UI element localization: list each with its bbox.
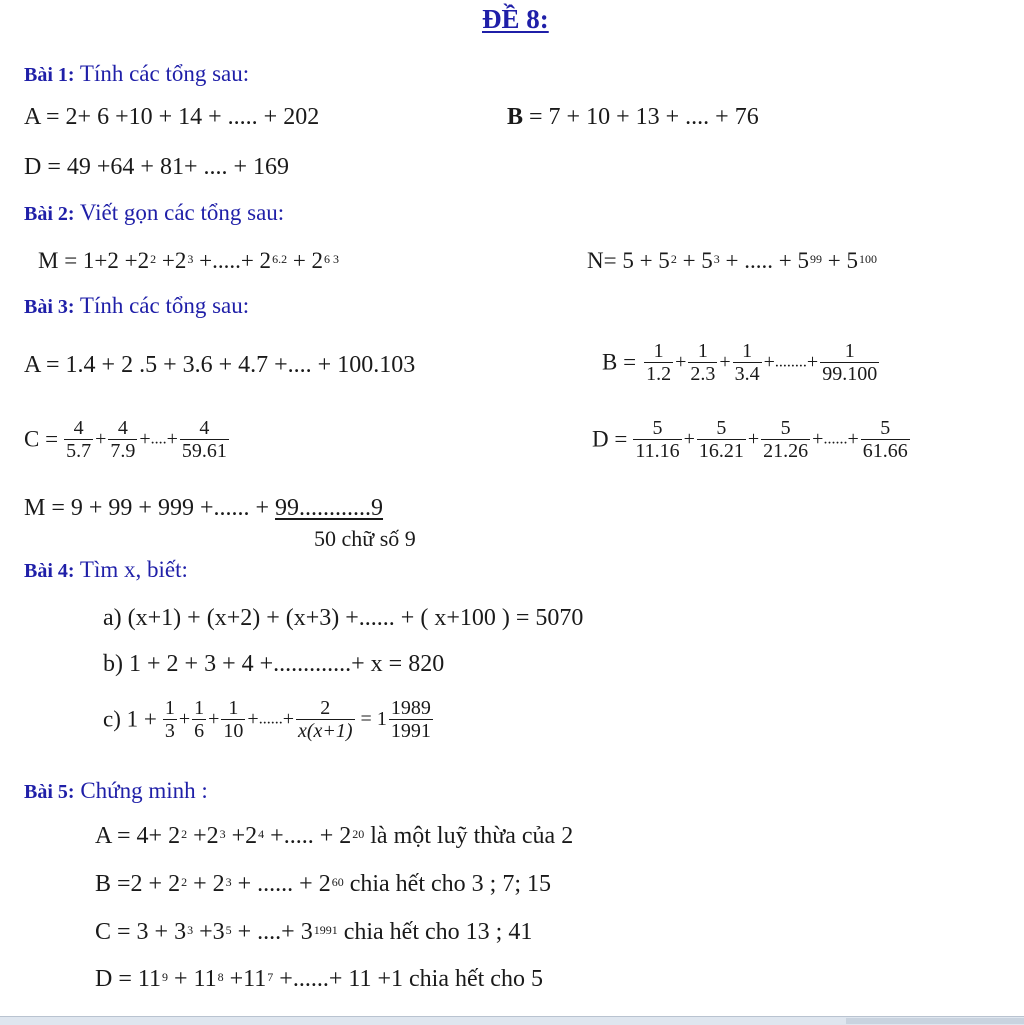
math-text-fragment: + ...... + 2 <box>231 871 331 897</box>
math-text-fragment: B =2 + 2 <box>95 871 181 897</box>
fraction <box>64 417 93 462</box>
exam-title: ĐỀ 8: <box>482 4 549 34</box>
math-text-fragment: +2 <box>156 248 187 273</box>
math-text-fragment: ...... <box>823 430 848 448</box>
bai1-heading <box>24 60 249 89</box>
bai2-heading <box>24 199 284 228</box>
fraction <box>861 417 910 462</box>
math-text-fragment: 1 <box>697 340 708 362</box>
math-operator: + <box>208 708 220 730</box>
bai4-item-a: a) (x+1) + (x+2) + (x+3) +...... + ( x+100 ) = 5070 <box>103 605 584 631</box>
bai1-b-label: B <box>507 104 524 130</box>
math-text-fragment: chia hết cho 13 ; 41 <box>337 919 533 945</box>
bai4-text: Tìm x, biết: <box>79 557 188 582</box>
bai3-expr-d <box>592 417 912 462</box>
math-text-fragment: 3.4 <box>734 363 760 385</box>
math-text-fragment: 99.100 <box>822 363 878 385</box>
math-text-fragment: 6.2 <box>272 252 288 266</box>
math-text-fragment: + 5 <box>676 248 713 273</box>
fraction <box>733 340 762 385</box>
math-text-fragment: 2 <box>320 697 331 719</box>
math-text-fragment: 3 <box>219 827 226 841</box>
math-operator: + <box>247 708 259 730</box>
math-text-fragment: 4 <box>73 417 84 439</box>
math-text-fragment: 11.16 <box>635 440 680 462</box>
nines-underlined: 99............9 <box>275 495 384 521</box>
math-text-fragment: là một luỹ thừa của 2 <box>364 823 574 849</box>
math-text-fragment: + ..... + 5 <box>719 248 809 273</box>
math-text-fragment: N= 5 + 5 <box>587 248 670 273</box>
fraction <box>697 417 746 462</box>
math-text-fragment: +3 <box>193 919 225 945</box>
math-text-fragment: + 11 <box>167 966 217 992</box>
math-text-fragment: 9 <box>161 970 168 984</box>
bai5-expr-c <box>95 918 532 946</box>
math-text-fragment: c) 1 + <box>103 706 157 732</box>
math-text-fragment: 1991 <box>313 923 338 937</box>
math-text-fragment: +.....+ 2 <box>193 248 272 273</box>
math-text-fragment: +..... + 2 <box>264 823 352 849</box>
math-text-fragment: 1 <box>228 697 239 719</box>
math-text-fragment: 3 <box>164 720 175 742</box>
bai2-label: Bài 2: <box>24 203 75 225</box>
math-text-fragment: 99 <box>810 252 822 266</box>
bai3-expr-b <box>602 340 881 385</box>
math-text-fragment: +2 <box>187 823 219 849</box>
math-operator: + <box>95 428 107 450</box>
math-text-fragment: 20 <box>352 827 365 841</box>
math-text-fragment: 7.9 <box>110 440 136 462</box>
math-operator: + <box>139 428 151 450</box>
math-text-fragment: 60 <box>331 875 344 889</box>
fraction <box>192 697 206 742</box>
math-text-fragment: x(x+1) <box>297 720 353 742</box>
bai2-expr-m <box>38 247 339 275</box>
math-text-fragment: 5 <box>880 417 891 439</box>
math-operator: + <box>812 428 824 450</box>
math-text-fragment: 1 <box>742 340 753 362</box>
math-text-fragment: 1991 <box>390 720 431 742</box>
math-text-fragment: + ....+ 3 <box>231 919 313 945</box>
bai5-expr-a <box>95 822 573 850</box>
bai3-label: Bài 3: <box>24 296 75 318</box>
bai3-expr-c <box>24 417 231 462</box>
bai2-expr-n <box>587 247 877 275</box>
scrollbar-tab[interactable] <box>846 1018 1024 1024</box>
math-text-fragment: 2 <box>150 252 157 266</box>
math-text-fragment: 5 <box>780 417 791 439</box>
bai4-label: Bài 4: <box>24 560 75 582</box>
fraction <box>163 697 177 742</box>
math-text-fragment: 5 <box>652 417 663 439</box>
math-text-fragment: 3 <box>225 875 232 889</box>
bai5-expr-d <box>95 965 543 993</box>
bai4-item-c <box>103 697 435 742</box>
math-text-fragment: 6 3 <box>324 252 340 266</box>
math-operator: + <box>282 708 294 730</box>
math-text-fragment: + 2 <box>287 248 324 273</box>
math-text-fragment: 2 <box>181 827 188 841</box>
math-text-fragment: 2 <box>670 252 677 266</box>
bai5-text: Chứng minh : <box>80 778 208 803</box>
bai4-item-b: b) 1 + 2 + 3 + 4 +.............+ x = 820 <box>103 651 445 677</box>
fraction <box>180 417 229 462</box>
math-text-fragment: chia hết cho 3 ; 7; 15 <box>343 871 551 897</box>
math-text-fragment: C = <box>24 426 59 452</box>
math-text-fragment: +2 <box>225 823 258 849</box>
math-text-fragment: 1 <box>653 340 664 362</box>
math-text-fragment: +11 <box>223 966 267 992</box>
math-text-fragment: .... <box>150 430 167 448</box>
math-operator: + <box>166 428 178 450</box>
bai3-expr-m <box>24 494 383 522</box>
bai1-text: Tính các tổng sau: <box>79 61 250 86</box>
math-text-fragment: 4 <box>258 827 265 841</box>
math-operator: + <box>806 351 819 373</box>
fraction <box>820 340 879 385</box>
math-text-fragment: D = <box>592 426 628 452</box>
fraction <box>296 697 355 742</box>
bai3-m-caption: 50 chữ số 9 <box>314 526 416 551</box>
math-operator: + <box>683 428 695 450</box>
math-text-fragment: 3 <box>187 252 194 266</box>
bai1-expr-b <box>507 103 759 131</box>
math-text-fragment: ........ <box>774 353 807 371</box>
math-text-fragment: 1989 <box>390 697 431 719</box>
math-text-fragment: 1 <box>844 340 855 362</box>
bai1-expr-a: A = 2+ 6 +10 + 14 + ..... + 202 <box>24 104 320 130</box>
fraction <box>644 340 673 385</box>
fraction <box>221 697 245 742</box>
math-text-fragment: 59.61 <box>181 440 227 462</box>
bai5-expr-b <box>95 870 551 898</box>
math-text-fragment: 1 <box>164 697 175 719</box>
math-text-fragment: 8 <box>217 970 224 984</box>
bai1-b-rest: = 7 + 10 + 13 + .... + 76 <box>523 104 759 130</box>
math-operator: + <box>763 351 775 373</box>
math-text-fragment: 4 <box>199 417 210 439</box>
math-text-fragment: = 1 <box>360 708 387 730</box>
fraction <box>633 417 681 462</box>
math-text-fragment: +......+ 11 +1 chia hết cho 5 <box>273 966 543 992</box>
fraction <box>761 417 810 462</box>
math-operator: + <box>675 351 687 373</box>
math-text-fragment: C = 3 + 3 <box>95 919 187 945</box>
bai3-text: Tính các tổng sau: <box>79 293 250 318</box>
math-text-fragment: D = 11 <box>95 966 161 992</box>
math-text-fragment: B = <box>602 349 637 375</box>
math-operator: + <box>719 351 731 373</box>
math-text-fragment: ...... <box>258 710 283 728</box>
math-text-fragment: 5 <box>225 923 232 937</box>
math-text-fragment: 10 <box>223 720 244 742</box>
math-text-fragment: A = 4+ 2 <box>95 823 181 849</box>
bai5-heading <box>24 777 208 806</box>
math-text-fragment: 1.2 <box>646 363 672 385</box>
math-text-fragment: M = 1+2 +2 <box>38 248 150 273</box>
bai1-label: Bài 1: <box>24 64 75 86</box>
mixed-fraction <box>389 697 433 742</box>
math-operator: + <box>178 708 191 730</box>
math-text-fragment: 4 <box>117 417 128 439</box>
math-text-fragment: 1 <box>194 697 205 719</box>
math-text-fragment: + 2 <box>187 871 225 897</box>
math-text-fragment: + 5 <box>822 248 858 273</box>
bai3-heading <box>24 292 249 321</box>
math-text-fragment: 100 <box>858 252 877 266</box>
bai2-text: Viết gọn các tổng sau: <box>79 200 285 225</box>
math-text-fragment: 5 <box>716 417 727 439</box>
math-text-fragment: 3 <box>713 252 720 266</box>
math-text-fragment: 5.7 <box>66 440 92 462</box>
bai1-expr-d: D = 49 +64 + 81+ .... + 169 <box>24 154 290 180</box>
fraction <box>108 417 137 462</box>
fraction <box>688 340 717 385</box>
math-text-fragment: 2 <box>181 875 188 889</box>
math-text-fragment: 21.26 <box>763 440 809 462</box>
math-operator: + <box>747 428 760 450</box>
math-text-fragment: M = 9 + 99 + 999 +...... + <box>24 495 276 521</box>
math-text-fragment: 61.66 <box>862 440 908 462</box>
math-text-fragment: 6 <box>194 720 205 742</box>
math-text-fragment: 16.21 <box>698 440 744 462</box>
math-text-fragment: 7 <box>267 970 274 984</box>
bai5-label: Bài 5: <box>24 781 75 803</box>
math-operator: + <box>847 428 859 450</box>
math-text-fragment: 3 <box>187 923 194 937</box>
bai3-expr-a: A = 1.4 + 2 .5 + 3.6 + 4.7 +.... + 100.103 <box>24 352 416 378</box>
math-text-fragment: 2.3 <box>690 363 716 385</box>
bai4-heading <box>24 556 188 585</box>
